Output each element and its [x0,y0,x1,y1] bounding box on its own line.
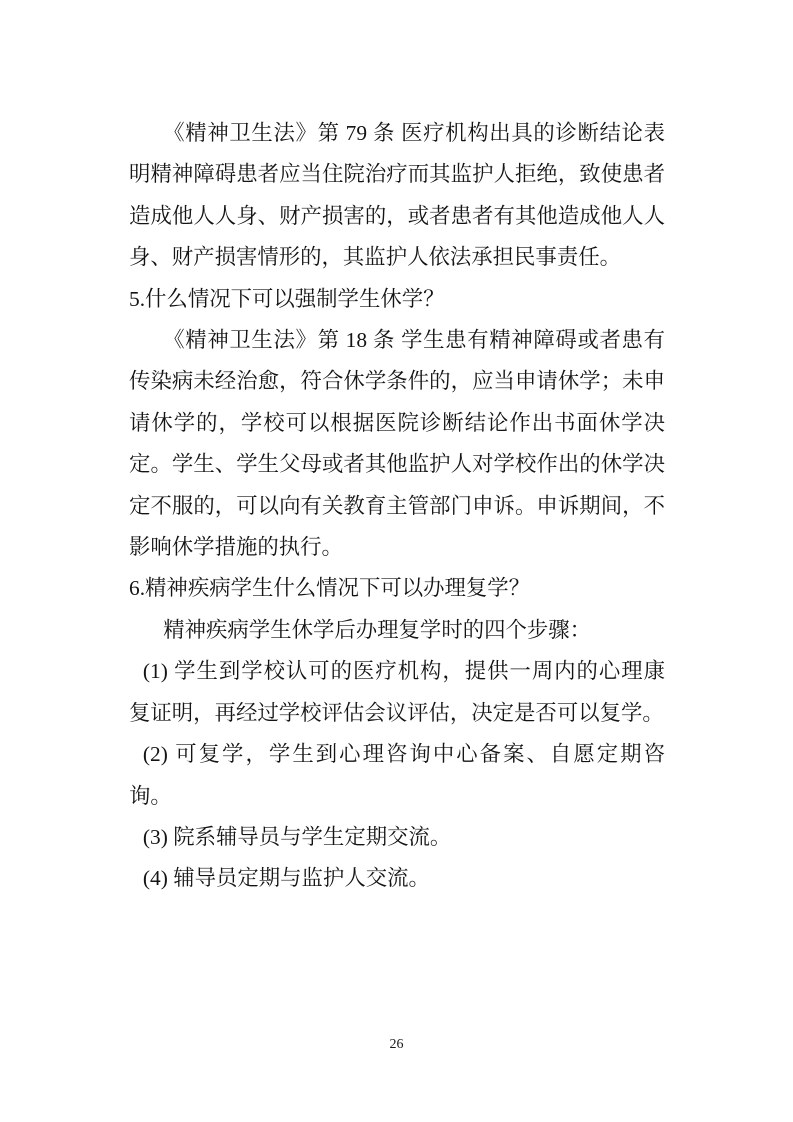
question-6-heading: 6.精神疾病学生什么情况下可以办理复学？ [129,576,531,601]
document-body [129,113,665,900]
law-article-18-paragraph: 《精神卫生法》第 18 条 学生患有精神障碍或者患有传染病未经治愈，符合休学条件的，应当申请休学；未申请休学的，学校可以根据医院诊断结论作出书面休学决定。学生、学生父母或者其他监护人对学校作出的休学决定不服的，可以向有关教育主管部门申诉。申诉期间，不影响休学措施的执行。 [129,328,665,560]
question-5-heading: 5.什么情况下可以强制学生休学？ [129,286,445,311]
law-article-79-paragraph: 《精神卫生法》第 79 条 医疗机构出具的诊断结论表明精神障碍患者应当住院治疗而其监护人拒绝，致使患者造成他人人身、财产损害的，或者患者有其他造成他人人身、财产损害情形的，其监护人依法承担民事责任。 [129,121,665,270]
step-3-item: (3) 院系辅导员与学生定期交流。 [142,824,452,849]
page-number: 26 [389,1037,404,1052]
step-2-item: (2) 可复学，学生到心理咨询中心备案、自愿定期咨询。 [129,742,665,808]
step-4-item: (4) 辅导员定期与监护人交流。 [142,866,430,891]
steps-intro-paragraph: 精神疾病学生休学后办理复学时的四个步骤： [163,617,592,642]
step-1-item: (1) 学生到学校认可的医疗机构，提供一周内的心理康复证明，再经过学校评估会议评估，决定是否可以复学。 [129,659,665,725]
